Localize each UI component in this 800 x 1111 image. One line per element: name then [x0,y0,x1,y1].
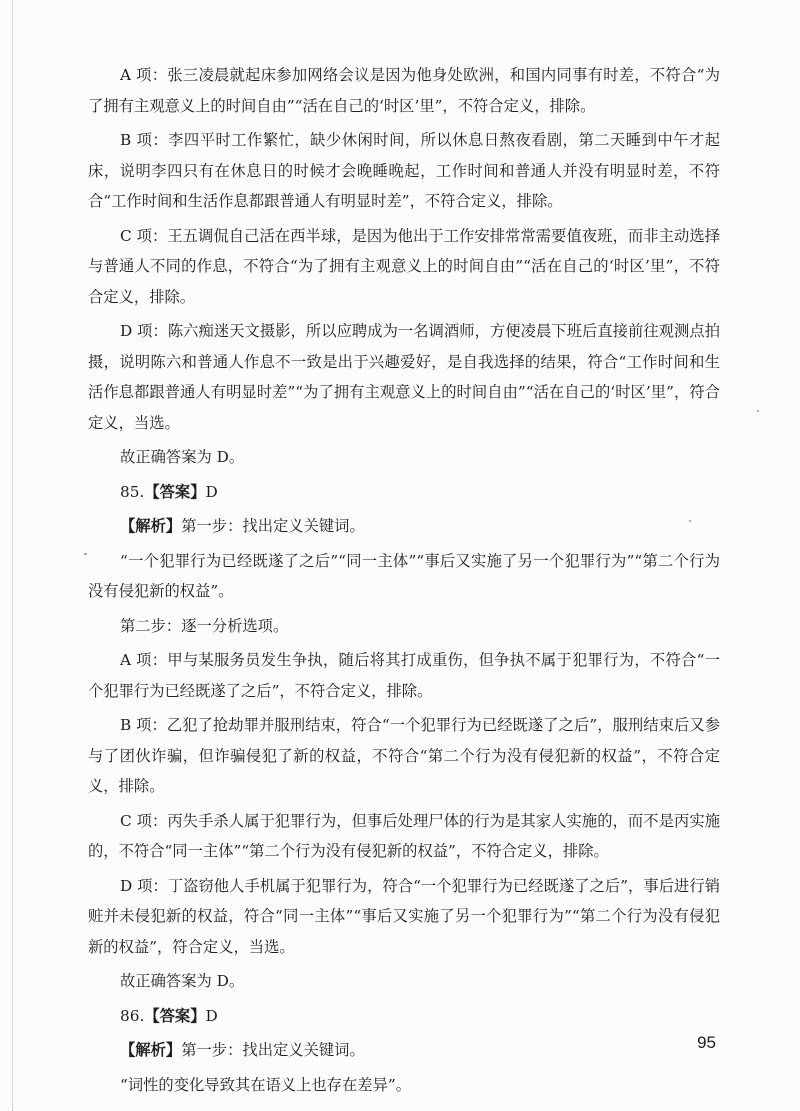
q86-answer-tag: 【答案】 [144,1006,206,1025]
q85-option-b: B 项：乙犯了抢劫罪并服刑结束，符合“一个犯罪行为已经既遂了之后”，服刑结束后又参与了团伙诈骗，但诈骗侵犯了新的权益，不符合“第二个行为没有侵犯新的权益”，不符合定义，排除。 [88,716,720,795]
page-number: 95 [697,1033,716,1052]
q84-option-a: A 项：张三凌晨就起床参加网络会议是因为他身处欧洲，和国内同事有时差，不符合“为了拥有主观意义上的时间自由”“活在自己的‘时区’里”，不符合定义，排除。 [88,66,720,115]
q85-analysis-line [88,511,720,542]
q86-answer: D [205,1006,218,1025]
q86-analysis-line [88,1035,720,1066]
q85-step1: 第一步：找出定义关键词。 [181,517,365,535]
q84-conclusion: 故正确答案为 D。 [120,448,245,466]
q84-option-b: B 项：李四平时工作繁忙，缺少休闲时间，所以休息日熬夜看剧，第二天睡到中午才起床，说明李四只有在休息日的时候才会晚睡晚起，工作时间和普通人并没有明显时差，不符合“工作时间和生活作息都跟普通人有明显时差”，不符合定义，排除。 [88,131,720,210]
answer-explanations [88,60,720,1100]
q84-option-d: D 项：陈六痴迷天文摄影，所以应聘成为一名调酒师，方便凌晨下班后直接前往观测点拍摄，说明陈六和普通人作息不一致是出于兴趣爱好，是自我选择的结果，符合“工作时间和生活作息都跟普通人有明显时差”“为了拥有主观意义上的时间自由”“活在自己的‘时区’里”，符合定义，当选。 [88,322,720,432]
q86-number: 86. [120,1006,145,1025]
q85-option-c: C 项：丙失手杀人属于犯罪行为，但事后处理尸体的行为是其家人实施的，而不是丙实施的，不符合“同一主体”“第二个行为没有侵犯新的权益”，不符合定义，排除。 [88,811,720,860]
q86-analysis-tag: 【解析】 [120,1041,182,1059]
q86-step1: 第一步：找出定义关键词。 [181,1041,365,1059]
q85-conclusion: 故正确答案为 D。 [120,972,245,990]
scan-speck [84,553,87,555]
q85-step2: 第二步：逐一分析选项。 [120,616,289,635]
scan-speck [757,410,759,412]
q85-option-a: A 项：甲与某服务员发生争执，随后将其打成重伤，但争执不属于犯罪行为，不符合“一个犯罪行为已经既遂了之后”，不符合定义，排除。 [88,651,720,700]
q85-answer-tag: 【答案】 [144,482,206,501]
q85-answer: D [205,482,218,501]
q86-answer-line [88,1001,720,1032]
q85-option-d: D 项：丁盗窃他人手机属于犯罪行为，符合“一个犯罪行为已经既遂了之后”，事后进行销赃并未侵犯新的权益，符合“同一主体”“事后又实施了另一个犯罪行为”“第二个行为没有侵犯新的权益”，符合定义，当选。 [88,876,720,956]
q84-option-c: C 项：王五调侃自己活在西半球，是因为他出于工作安排常常需要值夜班，而非主动选择与普通人不同的作息，不符合“为了拥有主观意义上的时间自由”“活在自己的‘时区’里”，不符合定义，排除。 [88,226,720,306]
q85-keywords: “一个犯罪行为已经既遂了之后”“同一主体”“事后又实施了另一个犯罪行为”“第二个行为没有侵犯新的权益”。 [88,551,720,600]
q86-keywords: “词性的变化导致其在语义上也存在差异”。 [120,1075,411,1094]
binding-margin-dots [12,0,13,1111]
q85-answer-line [88,477,720,508]
q85-number: 85. [120,482,145,501]
q85-analysis-tag: 【解析】 [120,517,182,535]
